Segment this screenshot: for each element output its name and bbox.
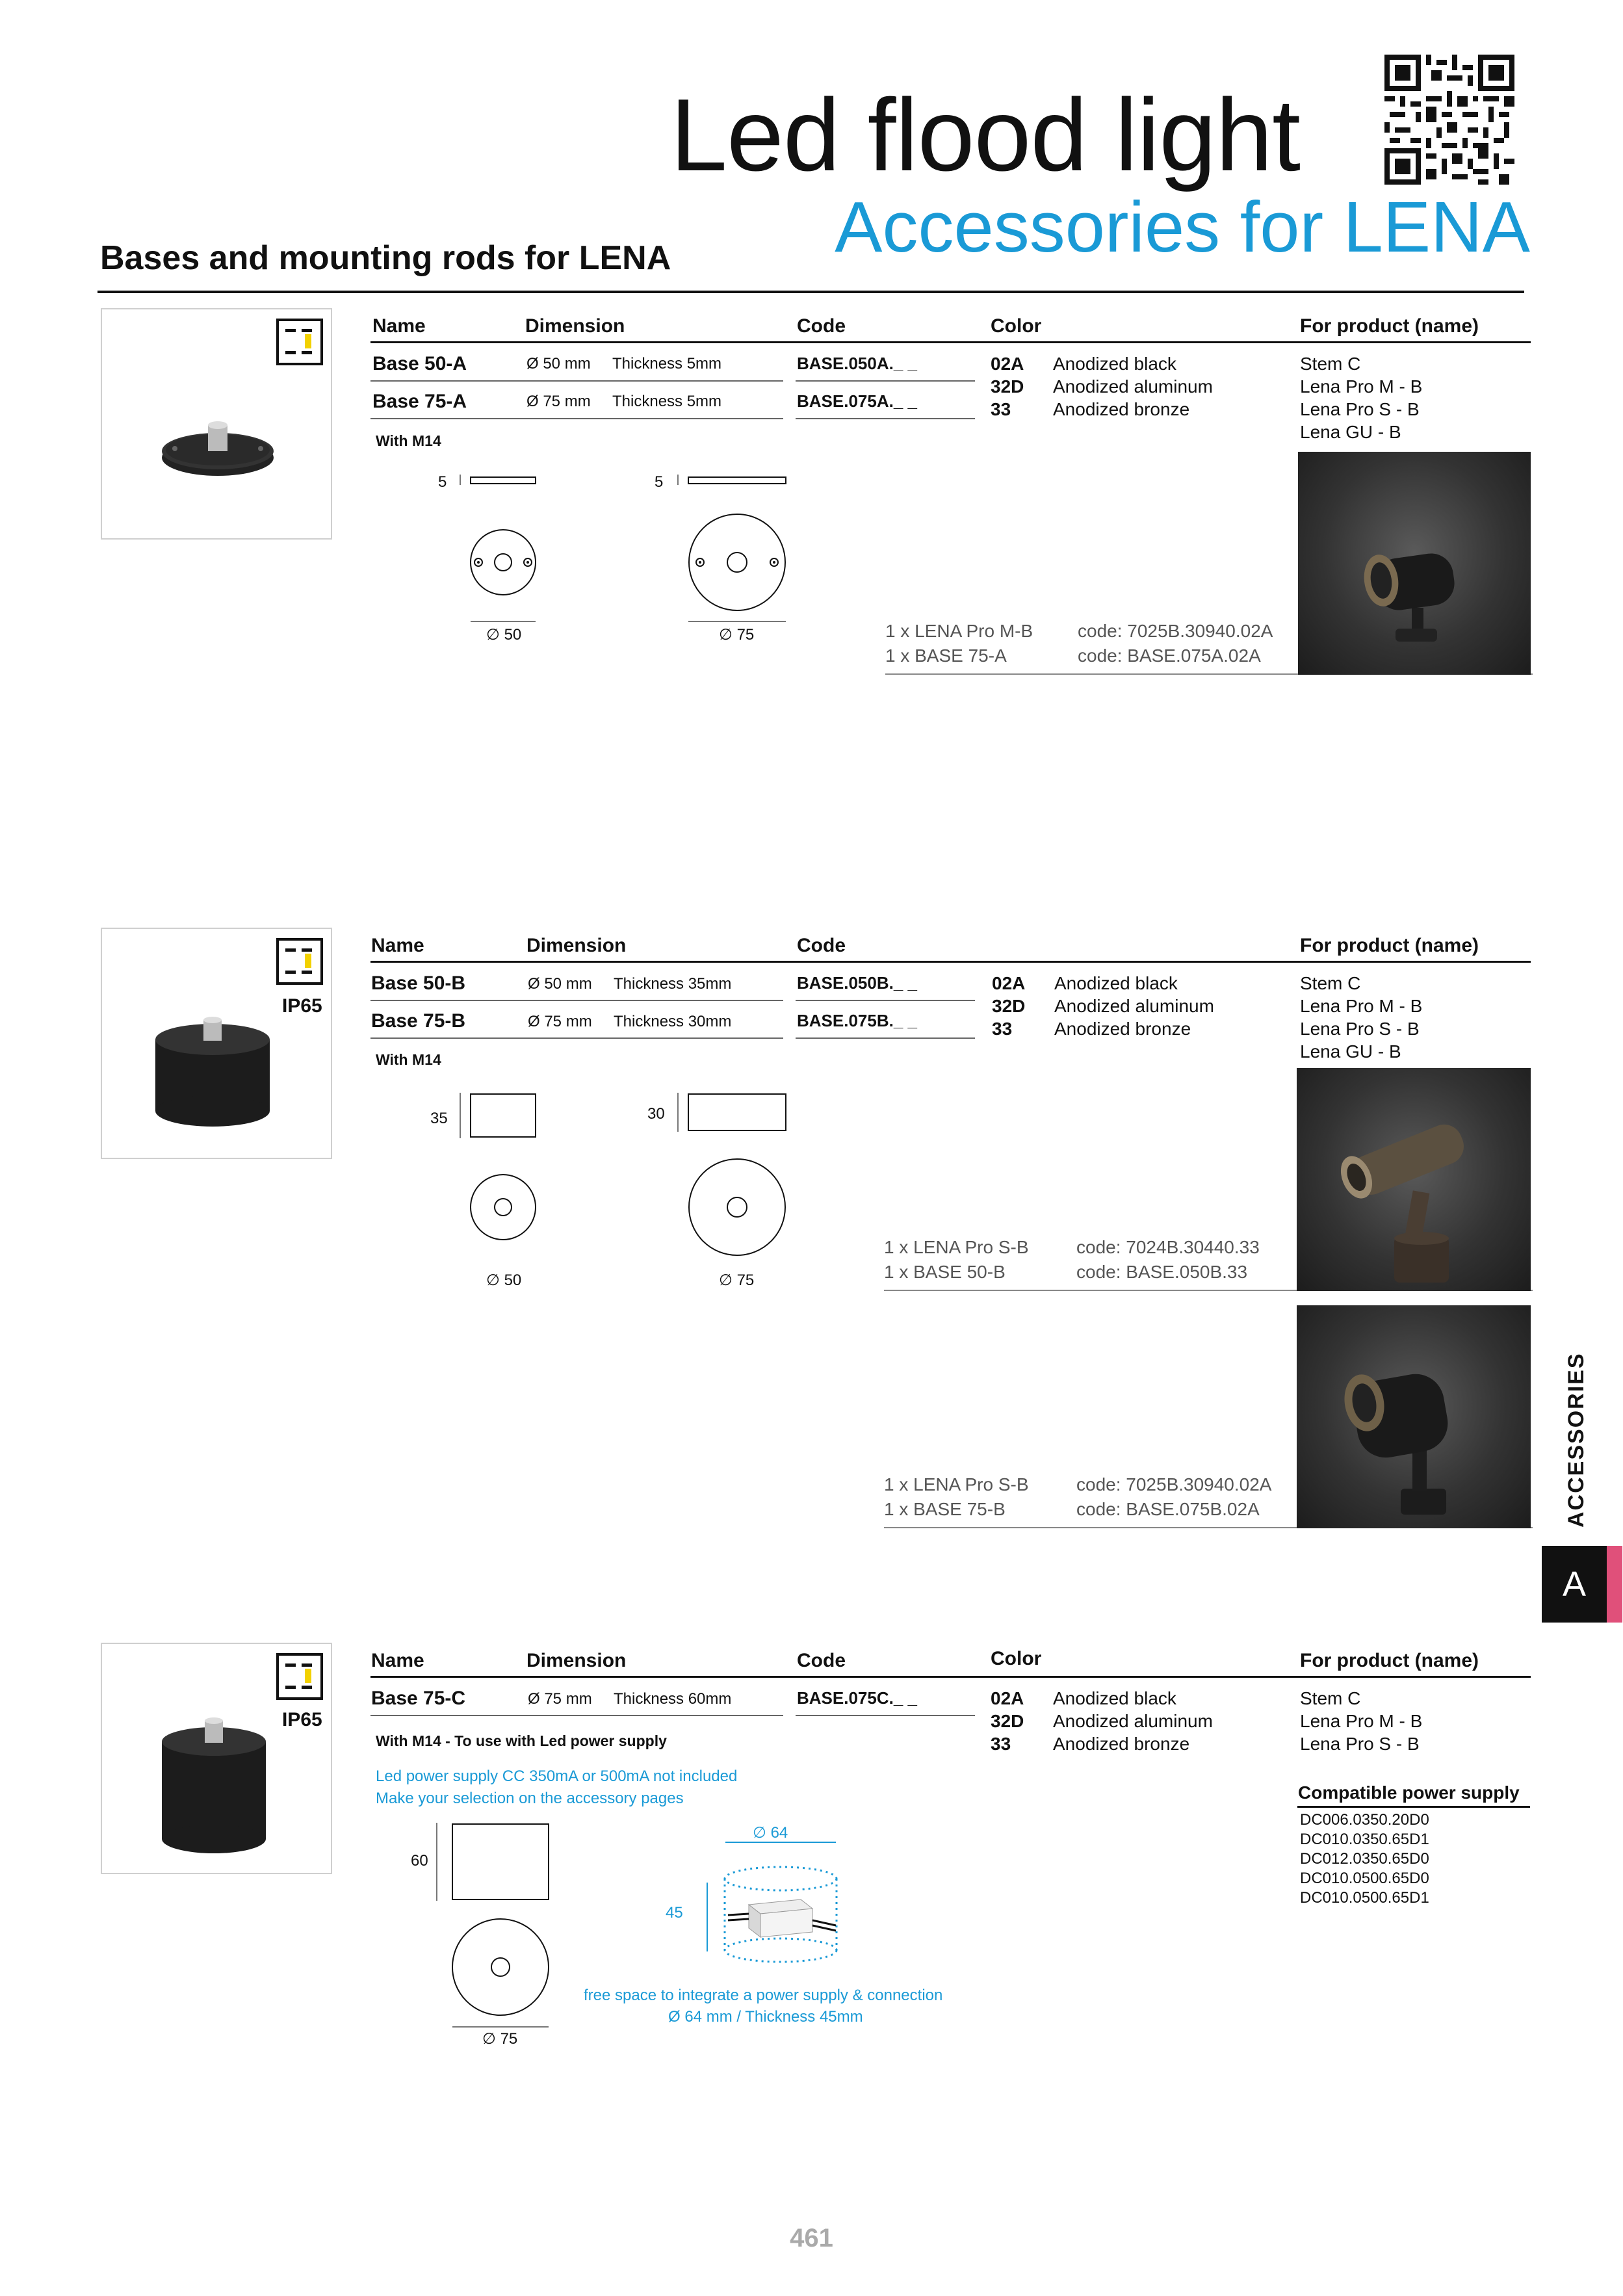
for-product: Lena Pro M - B: [1300, 996, 1423, 1016]
color-name: Anodized aluminum: [1053, 1711, 1213, 1731]
product-name: Base 75-B: [371, 1010, 466, 1032]
color-name: Anodized bronze: [1053, 399, 1190, 419]
power-supply-space-drawing: [702, 1840, 845, 1970]
color-code: 32D: [991, 376, 1024, 397]
product-diameter: Ø 50 mm: [526, 355, 591, 372]
section-heading: Bases and mounting rods for LENA: [100, 239, 671, 277]
product-diameter: Ø 75 mm: [528, 1013, 592, 1030]
row-divider: [796, 380, 975, 382]
color-code: 02A: [991, 354, 1024, 374]
col-code-header: Code: [797, 315, 846, 337]
row-divider: [796, 1715, 975, 1716]
product-thickness: Thickness 5mm: [612, 355, 722, 372]
thickness-label: 30: [647, 1105, 665, 1123]
product-photo-lena-pro-s-b-base-50b: [1297, 1068, 1531, 1291]
ps-height-label: 45: [666, 1904, 683, 1922]
for-product: Lena Pro S - B: [1300, 399, 1420, 419]
diameter-label: ∅ 75: [719, 626, 755, 644]
col-for-product-header: For product (name): [1300, 1650, 1479, 1671]
for-product: Stem C: [1300, 1688, 1361, 1708]
combo-code: code: 7025B.30940.02A: [1078, 621, 1273, 641]
diameter-label: ∅ 50: [486, 1272, 522, 1289]
for-product: Lena Pro M - B: [1300, 1711, 1423, 1731]
for-product: Lena Pro M - B: [1300, 376, 1423, 397]
product-image-base-c: [101, 1643, 332, 1874]
product-code: BASE.050A._ _: [797, 354, 917, 373]
power-supply-code: DC010.0350.65D1: [1300, 1831, 1429, 1848]
col-name-header: Name: [371, 935, 424, 956]
row-divider: [796, 418, 975, 419]
row-divider: [796, 1000, 975, 1001]
mounting-note: With M14: [376, 1051, 441, 1068]
product-name: Base 50-B: [371, 972, 466, 994]
product-code: BASE.050B._ _: [797, 973, 917, 993]
accessory-pages-note: Make your selection on the accessory pages: [376, 1790, 684, 1807]
combo-code: code: BASE.050B.33: [1076, 1262, 1248, 1282]
side-category-label: ACCESSORIES: [1564, 1352, 1589, 1528]
product-photo-lena-pro-m-b: [1298, 452, 1531, 675]
color-name: Anodized aluminum: [1053, 376, 1213, 397]
product-code: BASE.075B._ _: [797, 1011, 917, 1030]
technical-drawing-base-75a: [673, 468, 790, 637]
color-code: 02A: [992, 973, 1026, 993]
product-thickness: Thickness 5mm: [612, 393, 722, 410]
section-tab[interactable]: A: [1542, 1546, 1607, 1623]
product-diameter: Ø 75 mm: [528, 1690, 592, 1708]
power-supply-code: DC010.0500.65D0: [1300, 1870, 1429, 1887]
combo-label: 1 x LENA Pro M-B: [885, 621, 1033, 641]
col-code-header: Code: [797, 935, 846, 956]
page-number: 461: [790, 2224, 833, 2252]
color-code: 33: [991, 1734, 1011, 1754]
for-product: Lena Pro S - B: [1300, 1734, 1420, 1754]
diameter-label: ∅ 75: [482, 2030, 518, 2048]
power-supply-code: DC012.0350.65D0: [1300, 1850, 1429, 1868]
color-name: Anodized bronze: [1054, 1019, 1191, 1039]
free-space-note: free space to integrate a power supply & connection: [584, 1987, 943, 2004]
product-thickness: Thickness 35mm: [614, 975, 732, 993]
col-color-header: Color: [991, 1648, 1042, 1669]
col-dimension-header: Dimension: [526, 935, 627, 956]
color-code: 02A: [991, 1688, 1024, 1708]
row-divider: [370, 1715, 783, 1716]
color-code: 33: [992, 1019, 1013, 1039]
technical-drawing-base-50b: [455, 1089, 546, 1264]
color-code: 33: [991, 399, 1011, 419]
page-subtitle: Accessories for LENA: [835, 187, 1530, 267]
technical-drawing-base-50a: [455, 468, 546, 637]
col-for-product-header: For product (name): [1300, 315, 1479, 337]
row-divider: [370, 1000, 783, 1001]
technical-drawing-base-75c: [429, 1820, 559, 2035]
product-name: Base 50-A: [372, 353, 467, 374]
row-divider: [370, 1037, 783, 1039]
compatible-power-supply-heading: Compatible power supply: [1298, 1782, 1520, 1803]
ip-rating: IP65: [282, 1709, 322, 1730]
compatible-rule: [1297, 1806, 1530, 1808]
thickness-label: 35: [430, 1110, 448, 1127]
combo-label: 1 x BASE 50-B: [884, 1262, 1006, 1282]
color-name: Anodized black: [1054, 973, 1178, 993]
combo-label: 1 x LENA Pro S-B: [884, 1237, 1029, 1257]
free-space-dimension: Ø 64 mm / Thickness 45mm: [668, 2008, 863, 2026]
thickness-label: 60: [411, 1852, 428, 1870]
product-name: Base 75-C: [371, 1688, 466, 1709]
section-tab-accent: [1607, 1546, 1622, 1623]
product-image-base-b: [101, 928, 332, 1159]
color-name: Anodized black: [1053, 354, 1176, 374]
product-photo-lena-pro-s-b-base-75b: [1297, 1305, 1531, 1528]
row-divider: [370, 380, 783, 382]
product-diameter: Ø 75 mm: [526, 393, 591, 410]
combo-code: code: BASE.075B.02A: [1076, 1499, 1260, 1519]
mounting-note: With M14: [376, 432, 441, 449]
col-name-header: Name: [372, 315, 426, 337]
for-product: Lena GU - B: [1300, 422, 1401, 442]
product-code: BASE.075C._ _: [797, 1688, 917, 1708]
col-dimension-header: Dimension: [525, 315, 625, 337]
product-thickness: Thickness 30mm: [614, 1013, 732, 1030]
col-for-product-header: For product (name): [1300, 935, 1479, 956]
product-code: BASE.075A._ _: [797, 391, 917, 411]
table-header-rule: [370, 341, 1531, 343]
ip-rating: IP65: [282, 995, 322, 1017]
table-header-rule: [370, 1676, 1531, 1678]
combo-code: code: 7025B.30940.02A: [1076, 1474, 1272, 1494]
for-product: Stem C: [1300, 354, 1361, 374]
col-color-header: Color: [991, 315, 1042, 337]
for-product: Stem C: [1300, 973, 1361, 993]
thickness-label: 5: [655, 473, 664, 491]
diameter-label: ∅ 50: [486, 626, 522, 644]
combo-code: code: 7024B.30440.33: [1076, 1237, 1260, 1257]
header-rule: [97, 291, 1524, 293]
row-divider: [796, 1037, 975, 1039]
power-supply-code: DC010.0500.65D1: [1300, 1889, 1429, 1907]
combo-label: 1 x BASE 75-B: [884, 1499, 1006, 1519]
product-image-base-a: [101, 308, 332, 540]
power-supply-note: Led power supply CC 350mA or 500mA not included: [376, 1768, 738, 1785]
product-diameter: Ø 50 mm: [528, 975, 592, 993]
ps-diameter-label: ∅ 64: [753, 1824, 788, 1842]
product-thickness: Thickness 60mm: [614, 1690, 732, 1708]
page-title: Led flood light: [670, 78, 1300, 192]
col-name-header: Name: [371, 1650, 424, 1671]
color-name: Anodized black: [1053, 1688, 1176, 1708]
color-name: Anodized aluminum: [1054, 996, 1214, 1016]
col-code-header: Code: [797, 1650, 846, 1671]
table-header-rule: [370, 961, 1531, 963]
combo-code: code: BASE.075A.02A: [1078, 646, 1261, 666]
color-name: Anodized bronze: [1053, 1734, 1190, 1754]
product-name: Base 75-A: [372, 391, 467, 412]
for-product: Lena Pro S - B: [1300, 1019, 1420, 1039]
row-divider: [370, 418, 783, 419]
col-dimension-header: Dimension: [526, 1650, 627, 1671]
combo-label: 1 x LENA Pro S-B: [884, 1474, 1029, 1494]
for-product: Lena GU - B: [1300, 1041, 1401, 1062]
qr-code: [1384, 55, 1514, 185]
mounting-note: With M14 - To use with Led power supply: [376, 1732, 667, 1749]
power-supply-code: DC006.0350.20D0: [1300, 1811, 1429, 1829]
color-code: 32D: [992, 996, 1026, 1016]
technical-drawing-base-75b: [673, 1089, 790, 1264]
color-code: 32D: [991, 1711, 1024, 1731]
thickness-label: 5: [438, 473, 447, 491]
combo-label: 1 x BASE 75-A: [885, 646, 1007, 666]
diameter-label: ∅ 75: [719, 1272, 755, 1289]
